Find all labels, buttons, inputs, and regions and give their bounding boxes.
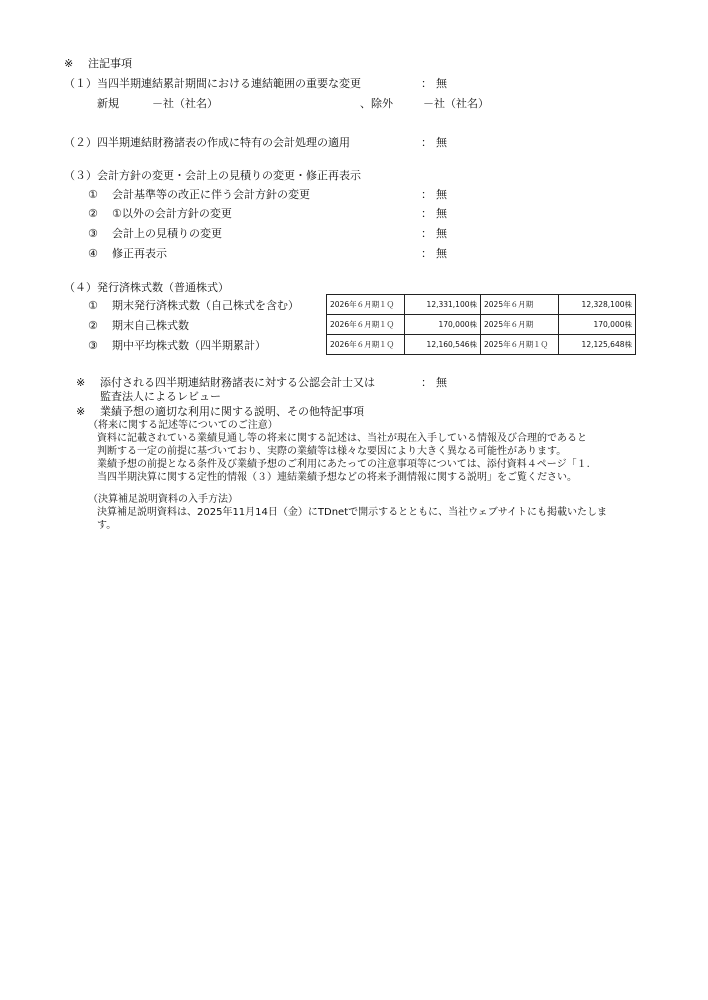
review-line2: 監査法人によるレビュー [100, 390, 221, 403]
item3-row2-num: ② [88, 207, 98, 220]
item4-row3-num: ③ [88, 339, 98, 352]
period-cell: 2026年６月期１Ｑ [327, 315, 405, 335]
review-marker: ※ [76, 376, 86, 389]
supplementary-subheading: （決算補足説明資料の入手方法） [88, 494, 238, 505]
item4-label: （４）発行済株式数（普通株式） [64, 281, 229, 294]
item3-row2-answer: 無 [436, 207, 447, 220]
forecast-line: 当四半期決算に関する定性的情報（３）連結業績予想などの将来予測情報に関する説明」をご覧ください。 [97, 472, 577, 483]
item4-row1-text: 期末発行済株式数（自己株式を含む） [112, 299, 299, 312]
item1-colon: ： [421, 77, 432, 90]
value-cell: 170,000株 [405, 315, 481, 335]
table-row [327, 335, 636, 355]
forecast-line: 資料に記載されている業績見通し等の将来に関する記述は、当社が現在入手している情報及び合理的であると [97, 433, 587, 444]
item1-excluded-label: 、除外 [360, 97, 393, 110]
notes-marker: ※ [64, 57, 74, 70]
item3-row3-colon: ： [421, 227, 432, 240]
forecast-line: 判断する一定の前提に基づいており、実際の業績等は様々な要因により大きく異なる可能性があります。 [97, 446, 567, 457]
item3-row4-text: 修正再表示 [112, 247, 167, 260]
value-cell: 12,328,100株 [559, 295, 636, 315]
value-cell: 12,125,648株 [559, 335, 636, 355]
item3-row3-num: ③ [88, 227, 98, 240]
notes-title: 注記事項 [88, 57, 132, 70]
review-answer: 無 [436, 376, 447, 389]
forecast-marker: ※ [76, 405, 86, 418]
table-row [327, 295, 636, 315]
value-cell: 12,160,546株 [405, 335, 481, 355]
item1-new-label: 新規 [97, 97, 119, 110]
item3-row2-text: ①以外の会計方針の変更 [112, 207, 232, 220]
item2-answer: 無 [436, 136, 447, 149]
review-colon: ： [421, 376, 432, 389]
item3-row2-colon: ： [421, 207, 432, 220]
item2-label: （２）四半期連結財務諸表の作成に特有の会計処理の適用 [64, 136, 350, 149]
item3-row4-colon: ： [421, 247, 432, 260]
table-row [327, 315, 636, 335]
forecast-subheading: （将来に関する記述等についてのご注意） [88, 420, 278, 431]
item1-new-value: －社（社名） [152, 97, 218, 110]
value-cell: 12,331,100株 [405, 295, 481, 315]
item1-answer: 無 [436, 77, 447, 90]
item3-row1-colon: ： [421, 188, 432, 201]
period-cell: 2026年６月期１Ｑ [327, 335, 405, 355]
period-cell: 2025年６月期 [481, 315, 559, 335]
period-cell: 2025年６月期 [481, 295, 559, 315]
review-line1: 添付される四半期連結財務諸表に対する公認会計士又は [100, 376, 375, 389]
value-cell: 170,000株 [559, 315, 636, 335]
item3-row1-answer: 無 [436, 188, 447, 201]
item3-row3-answer: 無 [436, 227, 447, 240]
item3-row3-text: 会計上の見積りの変更 [112, 227, 222, 240]
item1-label: （１）当四半期連結累計期間における連結範囲の重要な変更 [64, 77, 361, 90]
period-cell: 2026年６月期１Ｑ [327, 295, 405, 315]
supplementary-line: 決算補足説明資料は、2025年11月14日（金）にTDnetで開示するとともに、当社ウェブサイトにも掲載いたしま [97, 507, 608, 518]
supplementary-line: す。 [97, 520, 117, 531]
item4-row1-num: ① [88, 299, 98, 312]
item1-excluded-value: －社（社名） [423, 97, 489, 110]
item4-row2-num: ② [88, 319, 98, 332]
item2-colon: ： [421, 136, 432, 149]
item3-label: （３）会計方針の変更・会計上の見積りの変更・修正再表示 [64, 169, 361, 182]
item3-row4-answer: 無 [436, 247, 447, 260]
forecast-line: 業績予想の前提となる条件及び業績予想のご利用にあたっての注意事項等については、添付資料４ページ「１. [97, 459, 590, 470]
item3-row1-num: ① [88, 188, 98, 201]
shares-table [326, 294, 636, 355]
item4-row3-text: 期中平均株式数（四半期累計） [112, 339, 266, 352]
item4-row2-text: 期末自己株式数 [112, 319, 189, 332]
forecast-title: 業績予想の適切な利用に関する説明、その他特記事項 [100, 405, 364, 418]
item3-row1-text: 会計基準等の改正に伴う会計方針の変更 [112, 188, 310, 201]
period-cell: 2025年６月期１Ｑ [481, 335, 559, 355]
item3-row4-num: ④ [88, 247, 98, 260]
